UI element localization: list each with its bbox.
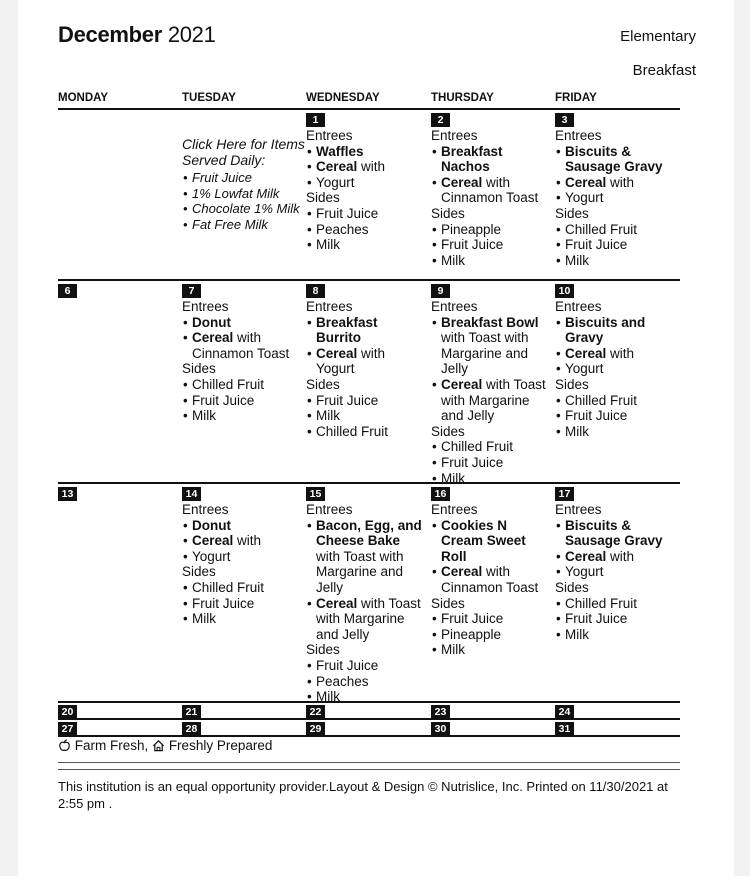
menu-item-name: Cereal	[192, 533, 234, 549]
date-badge: 21	[182, 705, 201, 719]
menu-item-name: Breakfast Bowl	[441, 314, 539, 330]
menu-item[interactable]: • Cereal with	[555, 346, 675, 362]
menu-item[interactable]: • Milk	[555, 253, 675, 269]
menu-item[interactable]: • Fruit Juice	[182, 393, 302, 409]
divider	[58, 108, 680, 110]
menu-item-name: Cereal	[565, 345, 607, 361]
date-badge: 9	[431, 284, 450, 298]
day-cell	[58, 282, 178, 298]
menu-item[interactable]: • Pineapple	[431, 627, 551, 643]
menu-item[interactable]: • Chilled Fruit	[182, 377, 302, 393]
menu-item[interactable]: • Yogurt	[555, 564, 675, 580]
meal-label: Breakfast	[632, 62, 696, 79]
day-friday: FRIDAY	[555, 92, 597, 104]
menu-item[interactable]: • Fruit Juice	[555, 408, 675, 424]
menu-item-name: Waffles	[316, 143, 364, 159]
section-label: Sides	[306, 642, 340, 658]
menu-item-name: Cereal	[565, 174, 607, 190]
section-label: Entrees	[431, 128, 478, 143]
section-label: Sides	[182, 361, 216, 377]
section-label: Entrees	[182, 299, 229, 314]
menu-item[interactable]: • Cereal with	[306, 159, 426, 175]
divider	[58, 769, 680, 770]
section-label: Sides	[431, 595, 465, 611]
menu-item[interactable]: • Milk	[182, 408, 302, 424]
day-cell	[431, 111, 551, 268]
date-badge: 8	[306, 284, 325, 298]
month-label: December	[58, 22, 162, 47]
section-label: Sides	[182, 564, 216, 580]
section-label: Entrees	[306, 299, 353, 314]
menu-item[interactable]: • Fruit Juice	[555, 237, 675, 253]
day-cell	[555, 111, 675, 268]
menu-item-name: Cereal	[441, 376, 483, 392]
menu-item-name: Cookies N Cream Sweet Roll	[441, 517, 526, 564]
menu-item[interactable]: • Cereal with Yogurt	[306, 346, 426, 377]
menu-item[interactable]: • Pineapple	[431, 222, 551, 238]
menu-item[interactable]: • Milk	[306, 408, 426, 424]
day-cell	[306, 485, 426, 705]
day-cell	[555, 720, 675, 736]
year-label: 2021	[167, 22, 216, 47]
date-badge: 10	[555, 284, 574, 298]
section-label: Sides	[431, 423, 465, 439]
section-label: Sides	[306, 190, 340, 206]
menu-item[interactable]	[555, 144, 675, 175]
menu-list	[431, 128, 551, 268]
divider	[58, 279, 680, 281]
school-label: Elementary	[620, 28, 696, 45]
daily-item: • Fruit Juice	[182, 170, 306, 186]
footer-text: This institution is an equal opportunity provider.Layout & Design © Nutrislice, Inc. Printed on 11/30/2021 at 2:55 pm .	[58, 779, 668, 811]
day-cell	[431, 485, 551, 658]
date-badge: 3	[555, 113, 574, 127]
day-thursday: THURSDAY	[431, 92, 494, 104]
menu-item-name: Cereal	[316, 345, 358, 361]
menu-item[interactable]: • Milk	[431, 253, 551, 269]
menu-item[interactable]	[431, 144, 551, 175]
day-cell	[431, 703, 551, 719]
section-label: Sides	[555, 205, 589, 221]
section-label: Entrees	[431, 502, 478, 517]
menu-item-name: Donut	[192, 314, 231, 330]
menu-item[interactable]: • Cereal with Cinnamon Toast	[431, 564, 551, 595]
apple-icon	[58, 739, 71, 752]
day-cell	[555, 485, 675, 642]
section-label: Sides	[431, 205, 465, 221]
day-cell	[555, 282, 675, 439]
section-label: Entrees	[555, 502, 602, 517]
menu-page	[18, 0, 734, 876]
date-badge: 28	[182, 722, 201, 736]
section-label: Sides	[306, 376, 340, 392]
daily-items-note[interactable]	[182, 136, 306, 232]
date-badge: 30	[431, 722, 450, 736]
daily-item: • Chocolate 1% Milk	[182, 201, 306, 217]
menu-item[interactable]	[306, 315, 426, 346]
menu-item[interactable]: • Fruit Juice	[555, 611, 675, 627]
date-badge: 23	[431, 705, 450, 719]
section-label: Entrees	[182, 502, 229, 517]
date-badge: 24	[555, 705, 574, 719]
menu-item[interactable]: • Yogurt	[182, 549, 302, 565]
section-label: Sides	[555, 579, 589, 595]
date-badge: 6	[58, 284, 77, 298]
menu-item[interactable]: • Cereal with Toast with Margarine and Jelly	[431, 377, 551, 424]
section-label: Entrees	[431, 299, 478, 314]
menu-item[interactable]: • Cereal with Cinnamon Toast	[431, 175, 551, 206]
section-label: Entrees	[306, 128, 353, 143]
menu-item-name: Bacon, Egg, and Cheese Bake	[316, 517, 422, 549]
menu-list	[182, 299, 302, 424]
menu-item[interactable]: • Fruit Juice	[431, 455, 551, 471]
menu-item[interactable]	[555, 518, 675, 549]
menu-item[interactable]: • Chilled Fruit	[182, 580, 302, 596]
page-title	[58, 22, 216, 48]
date-badge: 7	[182, 284, 201, 298]
menu-item[interactable]: • Cereal with	[555, 175, 675, 191]
menu-item[interactable]: • Peaches	[306, 222, 426, 238]
menu-item-name: Biscuits & Sausage Gravy	[565, 517, 663, 549]
day-cell	[58, 720, 178, 736]
date-badge: 27	[58, 722, 77, 736]
date-badge: 16	[431, 487, 450, 501]
date-badge: 20	[58, 705, 77, 719]
day-cell	[58, 485, 178, 501]
legend	[58, 738, 272, 753]
menu-list	[306, 502, 426, 705]
date-badge: 17	[555, 487, 574, 501]
day-wednesday: WEDNESDAY	[306, 92, 380, 104]
menu-item[interactable]: • Peaches	[306, 674, 426, 690]
menu-item[interactable]: • Yogurt	[555, 361, 675, 377]
divider	[58, 762, 680, 763]
menu-item-name: Biscuits and Gravy	[565, 314, 646, 346]
menu-item-name: Cereal	[441, 564, 483, 580]
menu-item[interactable]	[182, 518, 302, 534]
day-cell	[306, 703, 426, 719]
day-tuesday: TUESDAY	[182, 92, 236, 104]
menu-item[interactable]: • Fruit Juice	[431, 237, 551, 253]
date-badge: 1	[306, 113, 325, 127]
menu-item[interactable]: • Chilled Fruit	[555, 393, 675, 409]
menu-item-name: Cereal	[316, 159, 358, 175]
menu-item[interactable]: • Chilled Fruit	[431, 439, 551, 455]
day-monday: MONDAY	[58, 92, 109, 104]
day-cell	[306, 282, 426, 439]
menu-item[interactable]: • Yogurt	[306, 175, 426, 191]
menu-item[interactable]: • Milk	[431, 471, 551, 487]
section-label: Entrees	[555, 128, 602, 143]
menu-item[interactable]: • Milk	[182, 611, 302, 627]
date-badge: 15	[306, 487, 325, 501]
menu-list	[555, 128, 675, 268]
section-label: Entrees	[306, 502, 353, 517]
menu-item-name: Biscuits & Sausage Gravy	[565, 143, 663, 175]
day-cell	[306, 111, 426, 253]
menu-item-name: Donut	[192, 517, 231, 533]
menu-item-name: Cereal	[192, 330, 234, 346]
section-label: Sides	[555, 376, 589, 392]
weekday-header	[58, 92, 680, 108]
day-cell	[431, 720, 551, 736]
menu-item-name: Cereal	[565, 548, 607, 564]
menu-list	[555, 299, 675, 439]
divider	[58, 482, 680, 484]
menu-item[interactable]: • Fruit Juice	[431, 611, 551, 627]
menu-list	[306, 128, 426, 253]
date-badge: 14	[182, 487, 201, 501]
menu-list	[306, 299, 426, 439]
menu-item[interactable]: • Chilled Fruit	[555, 222, 675, 238]
menu-item-name: Breakfast Nachos	[441, 143, 503, 175]
menu-item[interactable]	[555, 315, 675, 346]
menu-item[interactable]: • Fruit Juice	[306, 393, 426, 409]
date-badge: 31	[555, 722, 574, 736]
menu-item[interactable]: • Chilled Fruit	[306, 424, 426, 440]
menu-item[interactable]: • Cereal with	[555, 549, 675, 565]
day-cell	[555, 703, 675, 719]
day-cell	[306, 720, 426, 736]
legend-freshly-prepared: Freshly Prepared	[168, 738, 273, 753]
day-cell	[431, 282, 551, 486]
menu-item[interactable]: • Fruit Juice	[306, 658, 426, 674]
day-cell	[58, 703, 178, 719]
section-label: Entrees	[555, 299, 602, 314]
menu-item[interactable]: • Cereal with Toast with Margarine and Jelly	[306, 596, 426, 643]
home-icon	[152, 739, 165, 752]
menu-item[interactable]: • Milk	[555, 424, 675, 440]
menu-item[interactable]: • Fruit Juice	[306, 206, 426, 222]
menu-item[interactable]: • Fruit Juice	[182, 596, 302, 612]
menu-item-name: Breakfast Burrito	[316, 314, 378, 346]
menu-item[interactable]: • Milk	[431, 642, 551, 658]
menu-item[interactable]: • Cereal with	[182, 533, 302, 549]
menu-item[interactable]: • Chilled Fruit	[555, 596, 675, 612]
date-badge: 2	[431, 113, 450, 127]
menu-item-name: Cereal	[441, 174, 483, 190]
daily-item: • Fat Free Milk	[182, 217, 306, 233]
menu-list	[555, 502, 675, 642]
menu-item[interactable]: • Milk	[306, 237, 426, 253]
menu-item-name: Cereal	[316, 595, 358, 611]
date-badge: 13	[58, 487, 77, 501]
date-badge: 29	[306, 722, 325, 736]
menu-item[interactable]: • Yogurt	[555, 190, 675, 206]
daily-item: • 1% Lowfat Milk	[182, 186, 306, 202]
menu-item[interactable]: • Bacon, Egg, and Cheese Bake with Toast with Margarine and Jelly	[306, 518, 426, 596]
day-cell	[182, 703, 302, 719]
legend-farm-fresh: Farm Fresh,	[74, 738, 149, 753]
menu-list	[431, 502, 551, 658]
menu-item[interactable]	[306, 144, 426, 160]
menu-item[interactable]: • Milk	[306, 689, 426, 705]
menu-item[interactable]: • Breakfast Bowl with Toast with Margarine and Jelly	[431, 315, 551, 377]
menu-list	[431, 299, 551, 486]
menu-item[interactable]: • Milk	[555, 627, 675, 643]
menu-item[interactable]: • Cereal with Cinnamon Toast	[182, 330, 302, 361]
menu-item[interactable]	[182, 315, 302, 331]
menu-item[interactable]	[431, 518, 551, 565]
day-cell	[182, 485, 302, 627]
date-badge: 22	[306, 705, 325, 719]
day-cell	[182, 282, 302, 424]
daily-items-link[interactable]: Click Here for Items Served Daily:	[182, 136, 305, 168]
menu-list	[182, 502, 302, 627]
day-cell	[182, 720, 302, 736]
